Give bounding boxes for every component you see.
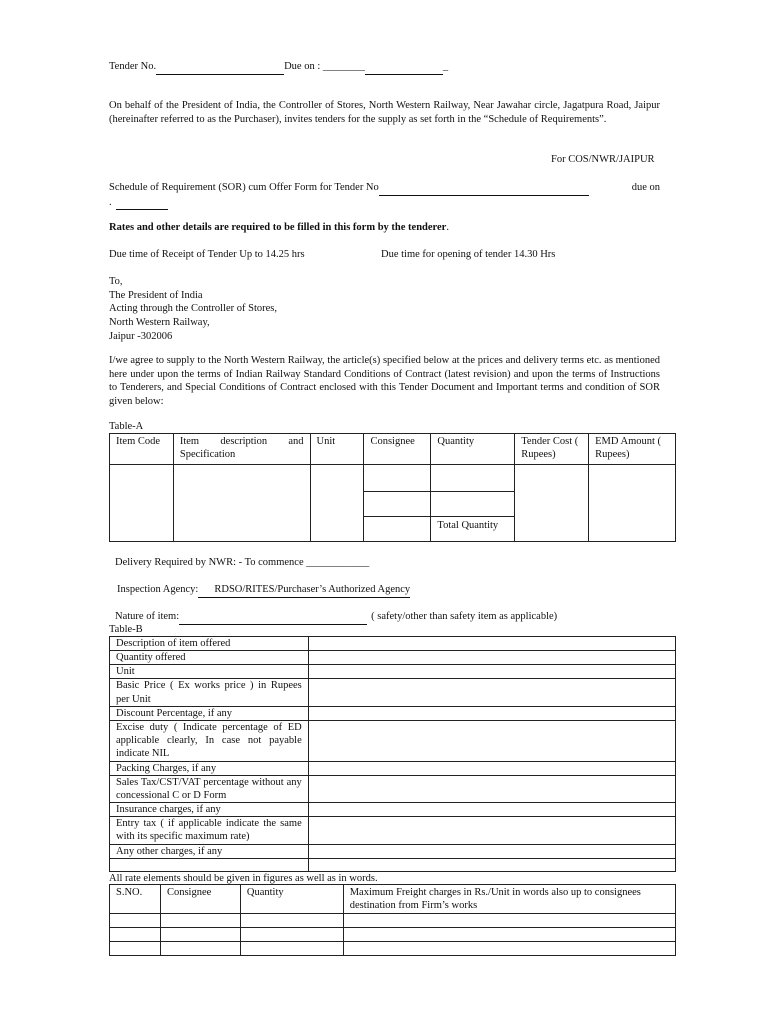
table-c-header-quantity: Quantity [240, 885, 343, 914]
address-line2: Acting through the Controller of Stores, [109, 303, 277, 315]
table-c-cell[interactable] [160, 928, 240, 942]
schedule-tender-field[interactable] [379, 181, 589, 196]
table-b-label: Excise duty ( Indicate percentage of ED applicable clearly, In case not payable indicate NIL [110, 720, 309, 761]
tender-no-label: Tender No. [109, 61, 157, 72]
due-receipt: Due time of Receipt of Tender Up to 14.25 hrs [109, 249, 305, 260]
table-c-cell[interactable] [240, 914, 343, 928]
table-c-cell[interactable] [110, 928, 161, 942]
tender-no-field[interactable] [156, 60, 284, 75]
table-b-row [110, 720, 676, 761]
table-b-value-cell[interactable] [308, 803, 675, 817]
table-b-value-cell[interactable] [308, 706, 675, 720]
table-b-value-cell[interactable] [308, 720, 675, 761]
inspection-label: Inspection Agency: [117, 584, 199, 595]
table-b-row [110, 665, 676, 679]
table-b-value-cell[interactable] [308, 637, 675, 651]
table-b-label: Quantity offered [110, 651, 309, 665]
tender-header [109, 60, 448, 75]
table-c-header-freight: Maximum Freight charges in Rs./Unit in words also up to consignees destination from Firm’s works [343, 885, 675, 914]
table-b-row [110, 761, 676, 775]
table-a-header-tender-cost: Tender Cost ( Rupees) [515, 434, 589, 465]
due-on-suffix: _ [442, 61, 449, 72]
table-b-value-cell[interactable] [308, 844, 675, 858]
table-b-value-cell[interactable] [308, 665, 675, 679]
table-b-value-cell[interactable] [308, 679, 675, 706]
intro-paragraph: On behalf of the President of India, the Controller of Stores, North Western Railway, Near Jawahar circle, Jagatpura Road, Jaipur (hereinafter referred to as the Purchaser), invites tenders for the supply as set forth in the “Schedule of Requirements”. [109, 100, 660, 125]
table-a-cell[interactable] [310, 465, 364, 542]
rates-note [109, 221, 449, 235]
rates-note-text: Rates and other details are required to be filled in this form by the tenderer [109, 222, 447, 233]
schedule-due-on: due on [631, 182, 660, 193]
agreement-paragraph: I/we agree to supply to the North Western Railway, the article(s) specified below at the prices and delivery terms etc. as mentioned here under upon the terms of Indian Railway Standard Conditions of Contract (latest revision) and upon the terms of Instructions to Tenderers, and Special Conditions of Contract enclosed with this Tender Document and Important terms and condition of SOR given below: [109, 355, 660, 407]
table-a-cell[interactable] [515, 465, 589, 542]
table-b-label: Discount Percentage, if any [110, 706, 309, 720]
nature-line [115, 610, 557, 625]
table-c-cell[interactable] [343, 914, 675, 928]
table-b-row [110, 817, 676, 844]
delivery-line: Delivery Required by NWR: - To commence ____________ [115, 557, 370, 568]
rate-elements-note: All rate elements should be given in figures as well as in words. [109, 873, 378, 884]
table-b [109, 636, 676, 872]
table-b-value-cell[interactable] [308, 651, 675, 665]
for-line: For COS/NWR/JAIPUR [551, 154, 655, 165]
schedule-label: Schedule of Requirement (SOR) cum Offer Form for Tender No [109, 182, 379, 193]
table-b-row [110, 803, 676, 817]
table-c-cell[interactable] [160, 942, 240, 956]
total-quantity-label: Total Quantity [437, 520, 499, 531]
table-b-label: Sales Tax/CST/VAT percentage without any concessional C or D Form [110, 775, 309, 802]
table-a-header-consignee: Consignee [364, 434, 431, 465]
inspection-line [117, 583, 410, 598]
table-c-cell[interactable] [240, 928, 343, 942]
table-b-row [110, 706, 676, 720]
due-on-field[interactable] [365, 60, 443, 75]
address-block [109, 275, 277, 343]
table-c-cell[interactable] [110, 942, 161, 956]
table-b-label: Insurance charges, if any [110, 803, 309, 817]
table-b-value-cell[interactable] [308, 761, 675, 775]
table-b-label: Basic Price ( Ex works price ) in Rupees per Unit [110, 679, 309, 706]
table-a-cell[interactable] [589, 465, 676, 542]
table-b-row [110, 844, 676, 858]
nature-field[interactable] [179, 610, 367, 625]
rates-note-end: . [446, 222, 449, 233]
due-opening: Due time for opening of tender 14.30 Hrs [381, 249, 556, 260]
table-b-label: Any other charges, if any [110, 844, 309, 858]
table-a-caption: Table-A [109, 421, 144, 432]
table-c-cell[interactable] [240, 942, 343, 956]
due-on-label: Due on : ________ [284, 61, 365, 72]
table-b-value-cell[interactable] [308, 858, 675, 871]
table-b-label: Entry tax ( if applicable indicate the same with its specific maximum rate) [110, 817, 309, 844]
nature-label: Nature of item: [115, 611, 180, 622]
address-line1: The President of India [109, 289, 203, 301]
table-b-label: Packing Charges, if any [110, 761, 309, 775]
table-b-row [110, 775, 676, 802]
schedule-line [109, 181, 660, 210]
nature-note: ( safety/other than safety item as applicable) [371, 611, 558, 622]
table-a-cell[interactable] [173, 465, 310, 542]
schedule-dot: . [109, 196, 112, 208]
table-b-row [110, 679, 676, 706]
table-c-header-consignee: Consignee [160, 885, 240, 914]
table-c-cell[interactable] [343, 942, 675, 956]
table-b-label: Description of item offered [110, 637, 309, 651]
table-b-row [110, 637, 676, 651]
address-to: To, [109, 276, 123, 287]
table-b-label: Unit [110, 665, 309, 679]
table-a-header-description: Item description and Specification [173, 434, 310, 465]
table-b-value-cell[interactable] [308, 817, 675, 844]
table-b-row [110, 651, 676, 665]
table-a-consignee-cell[interactable] [364, 465, 431, 542]
table-c [109, 884, 676, 956]
table-a-header-unit: Unit [310, 434, 364, 465]
address-line4: Jaipur -302006 [109, 330, 173, 342]
table-a [109, 433, 676, 542]
table-c-cell[interactable] [160, 914, 240, 928]
schedule-due-field[interactable] [116, 196, 168, 211]
table-a-header-item-code: Item Code [110, 434, 174, 465]
table-a-quantity-cell[interactable] [431, 465, 515, 542]
table-c-header-sno: S.NO. [110, 885, 161, 914]
address-line3: North Western Railway, [109, 316, 210, 328]
table-b-value-cell[interactable] [308, 775, 675, 802]
table-c-cell[interactable] [343, 928, 675, 942]
table-c-cell[interactable] [110, 914, 161, 928]
table-b-label [110, 858, 309, 871]
table-b-caption: Table-B [109, 624, 143, 635]
table-b-row [110, 858, 676, 871]
table-a-cell[interactable] [110, 465, 174, 542]
table-a-header-quantity: Quantity [431, 434, 515, 465]
inspection-value: RDSO/RITES/Purchaser’s Authorized Agency [198, 583, 410, 598]
table-a-header-emd-amount: EMD Amount ( Rupees) [589, 434, 676, 465]
